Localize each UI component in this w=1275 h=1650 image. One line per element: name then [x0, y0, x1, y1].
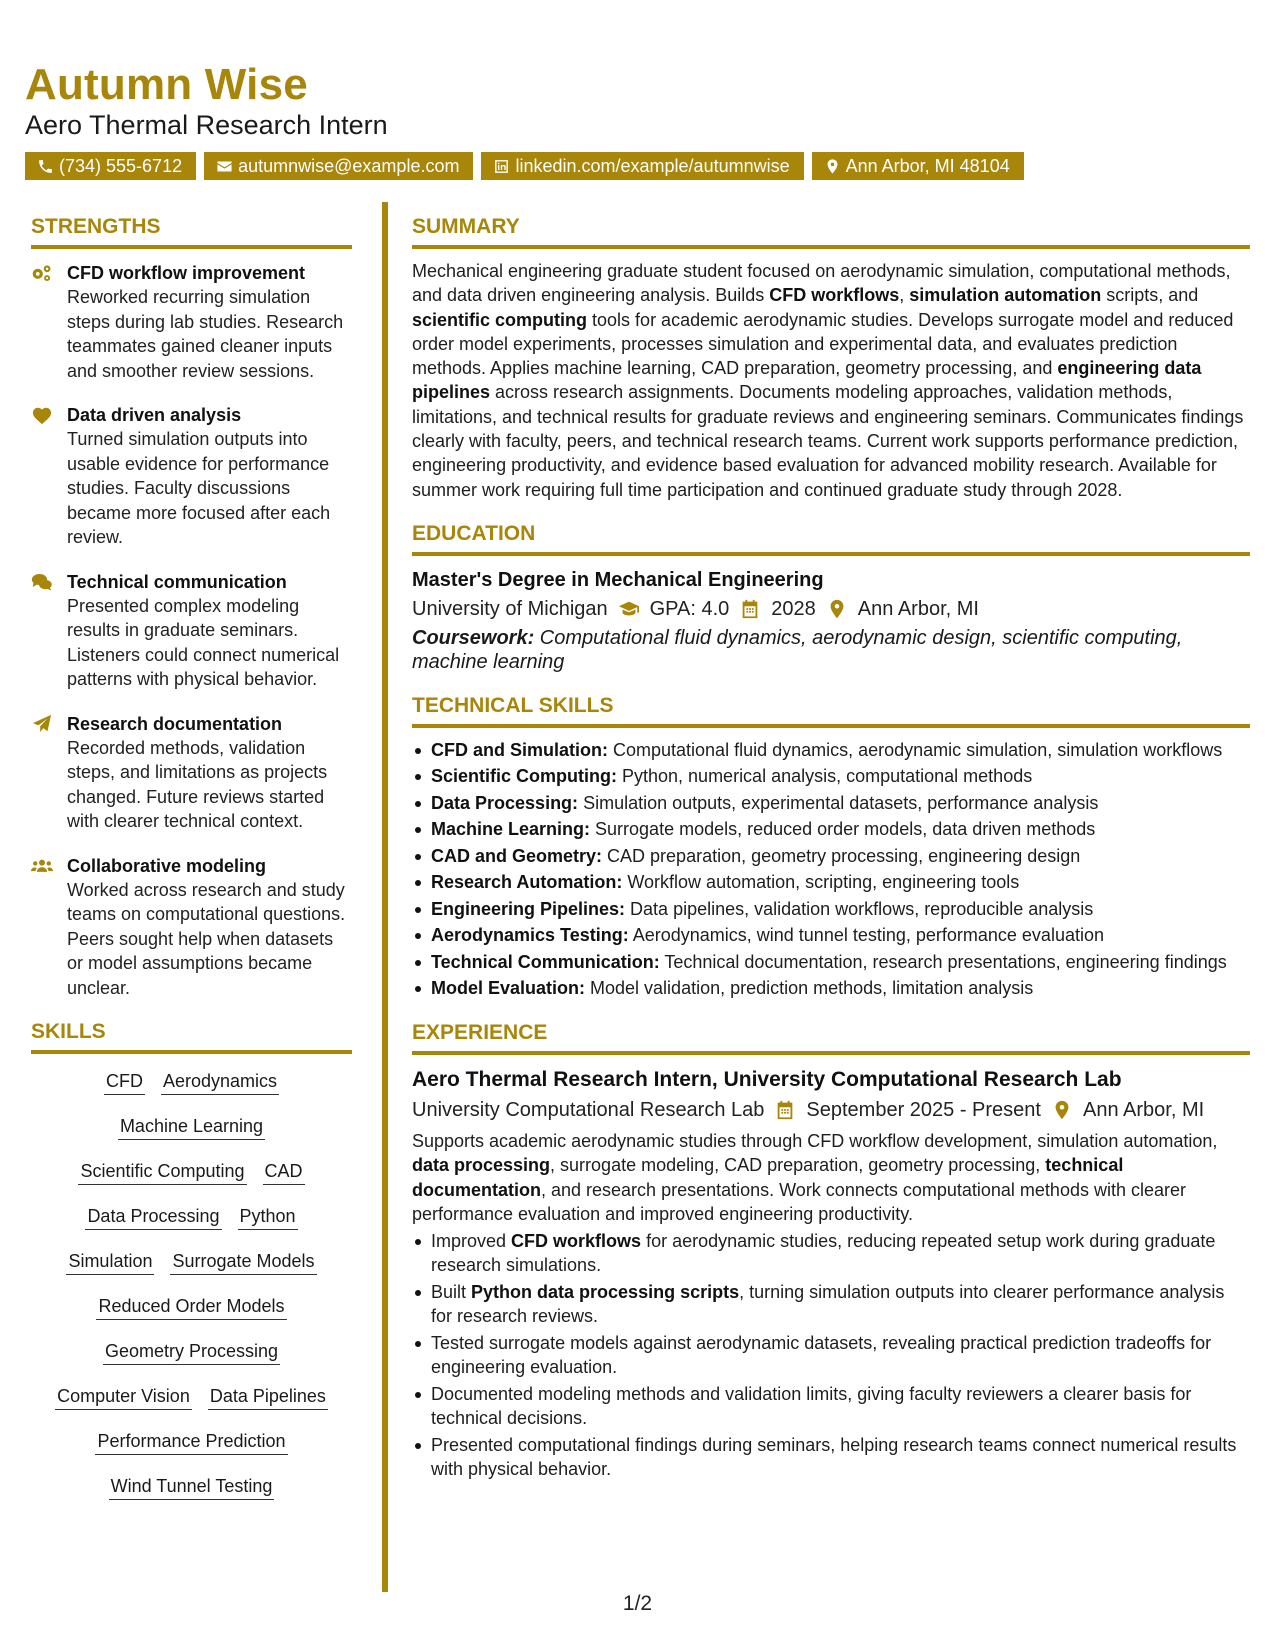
job-org: University Computational Research Lab: [412, 1098, 765, 1121]
skill-text: Surrogate models, reduced order models, data driven methods: [590, 819, 1096, 840]
coursework-text: Computational fluid dynamics, aerodynamic design, scientific computing, machine learning: [412, 626, 1183, 673]
education-location: Ann Arbor, MI: [857, 597, 979, 620]
skill-tag: Data Processing: [85, 1205, 221, 1230]
skill-tag: Geometry Processing: [103, 1340, 280, 1365]
strength-item: [31, 261, 352, 383]
job-description: [412, 1129, 1250, 1227]
emphasis-text: technical documentation: [412, 1155, 1124, 1200]
text-segment: Documented modeling methods and validation limits, giving faculty reviewers a clearer basis for technical decisions.: [431, 1383, 1192, 1429]
left-column: [31, 215, 352, 1520]
skill-tag: Aerodynamics: [161, 1070, 279, 1095]
list-item: [412, 1229, 1250, 1278]
contact-email-text: autumnwise@example.com: [238, 156, 460, 176]
strength-title: Technical communication: [67, 571, 287, 592]
skill-text: Model validation, prediction methods, limitation analysis: [585, 978, 1034, 999]
linkedin-icon: [493, 158, 510, 175]
skill-text: Aerodynamics, wind tunnel testing, performance evaluation: [628, 925, 1104, 946]
skill-tag: Surrogate Models: [170, 1250, 316, 1275]
text-segment: Tested surrogate models against aerodynamic datasets, revealing practical prediction tradeoffs for engineering evaluation.: [431, 1332, 1212, 1378]
technical-skills-heading: TECHNICAL SKILLS: [412, 694, 1250, 728]
skill-text: Python, numerical analysis, computational methods: [617, 766, 1033, 787]
experience-heading: EXPERIENCE: [412, 1021, 1250, 1055]
skill-tag: CAD: [263, 1160, 305, 1185]
emphasis-text: CFD workflows: [769, 285, 900, 306]
degree: Master's Degree in Mechanical Engineering: [412, 568, 824, 591]
summary-text: [412, 259, 1250, 502]
contact-location[interactable]: [812, 152, 1024, 180]
comments-icon: [31, 572, 53, 592]
emphasis-text: scientific computing: [412, 309, 588, 330]
skill-tag: CFD: [104, 1070, 145, 1095]
text-segment: for aerodynamic studies, reducing repeated setup work during graduate research simulations.: [431, 1230, 1216, 1276]
strength-title: Research documentation: [67, 713, 283, 734]
technical-skills-list: [412, 738, 1250, 1001]
strength-desc: Presented complex modeling results in graduate seminars. Listeners could connect numerical patterns with physical behavior.: [67, 595, 340, 689]
technical-skills-section: [412, 694, 1250, 1001]
skill-label: Engineering Pipelines:: [431, 898, 626, 919]
strength-title: CFD workflow improvement: [67, 263, 306, 283]
strength-item: [31, 403, 352, 550]
job-dates: September 2025 - Present: [806, 1098, 1041, 1121]
users-icon: [31, 856, 53, 876]
contact-phone-text: (734) 555-6712: [59, 156, 183, 176]
contact-bar: [25, 152, 1024, 180]
education-heading: EDUCATION: [412, 522, 1250, 556]
map-pin-icon: [826, 598, 848, 620]
coursework-label: Coursework:: [412, 626, 535, 649]
right-column: [412, 215, 1250, 1502]
summary-section: [412, 215, 1250, 502]
text-segment: Improved: [431, 1230, 512, 1251]
skills-heading: SKILLS: [31, 1020, 352, 1054]
strength-desc: Turned simulation outputs into usable evidence for performance studies. Faculty discussions became more focused after each review.: [67, 429, 331, 547]
skill-label: Data Processing:: [431, 792, 579, 813]
text-segment: Supports academic aerodynamic studies through CFD workflow development, simulation automation,: [412, 1130, 1218, 1151]
text-segment: ,: [899, 285, 910, 306]
skill-text: Computational fluid dynamics, aerodynamic simulation, simulation workflows: [608, 739, 1223, 760]
calendar-icon: [774, 1099, 796, 1121]
experience-section: [412, 1021, 1250, 1482]
candidate-title: Aero Thermal Research Intern: [25, 110, 388, 140]
skill-label: Scientific Computing:: [431, 766, 617, 787]
skill-tag: Machine Learning: [118, 1115, 265, 1140]
text-segment: tools for academic aerodynamic studies. Develops surrogate model and reduced order model experiments, processes simulation and experimental data, and evaluates prediction methods. Applies machine learning, CAD preparation, geometry processing, and: [412, 309, 1234, 379]
list-item: [412, 817, 1250, 842]
text-segment: Presented computational findings during seminars, helping research teams connect numerical results with physical behavior.: [431, 1434, 1237, 1480]
map-pin-icon: [824, 158, 841, 175]
emphasis-text: data processing: [412, 1155, 551, 1176]
list-item: [412, 950, 1250, 975]
strength-title: Collaborative modeling: [67, 855, 267, 876]
contact-location-text: Ann Arbor, MI 48104: [845, 156, 1010, 176]
contact-email[interactable]: [204, 152, 473, 180]
skill-label: Aerodynamics Testing:: [431, 925, 629, 946]
skill-text: Technical documentation, research presentations, engineering findings: [659, 951, 1227, 972]
list-item: [412, 791, 1250, 816]
map-pin-icon: [1051, 1099, 1073, 1121]
skill-tag: Simulation: [66, 1250, 154, 1275]
page-number: 1/2: [622, 1592, 653, 1615]
list-item: [412, 738, 1250, 763]
list-item: [412, 844, 1250, 869]
strength-desc: Reworked recurring simulation steps during lab studies. Research teammates gained cleaner inputs and smoother review sessions.: [67, 287, 344, 381]
list-item: [412, 764, 1250, 789]
skill-text: Data pipelines, validation workflows, reproducible analysis: [625, 898, 1094, 919]
list-item: [412, 870, 1250, 895]
list-item: [412, 1331, 1250, 1380]
list-item: [412, 1433, 1250, 1482]
job-title: Aero Thermal Research Intern, University Computational Research Lab: [412, 1067, 1122, 1091]
summary-heading: SUMMARY: [412, 215, 1250, 249]
graduation-year: 2028: [771, 597, 816, 620]
skill-label: Machine Learning:: [431, 819, 591, 840]
list-item: [412, 976, 1250, 1001]
heart-icon: [31, 405, 53, 425]
text-segment: , surrogate modeling, CAD preparation, geometry processing,: [550, 1155, 1046, 1176]
strength-item: [31, 854, 352, 1001]
envelope-icon: [216, 158, 233, 175]
text-segment: across research assignments. Documents modeling approaches, validation methods, limitations, and technical results for graduate reviews and engineering seminars. Communicates findings clearly with faculty, peers, and technical research teams. Current work supports performance prediction, engineering productivity, and evidence based evaluation for advanced mobility research. Available for summer work requiring full time participation and continued graduate study through 2028.: [412, 382, 1244, 500]
skill-tag: Performance Prediction: [95, 1430, 287, 1455]
contact-linkedin-text: linkedin.com/example/autumnwise: [515, 156, 790, 176]
skill-tag: Python: [238, 1205, 298, 1230]
text-segment: , and research presentations. Work connects computational methods with clearer performance evaluation and improved engineering productivity.: [412, 1179, 1186, 1225]
coursework: [412, 626, 1250, 674]
strength-desc: Worked across research and study teams on computational questions. Peers sought help when datasets or model assumptions became unclear.: [67, 879, 346, 998]
strengths-heading: STRENGTHS: [31, 215, 352, 249]
list-item: [412, 897, 1250, 922]
column-divider: [382, 202, 388, 1592]
text-segment: , turning simulation outputs into clearer performance analysis for research reviews.: [431, 1281, 1225, 1327]
gpa: GPA: 4.0: [649, 597, 730, 620]
skill-tag: Scientific Computing: [78, 1160, 246, 1185]
job-meta: [412, 1095, 1250, 1125]
education-meta: [412, 594, 1250, 624]
skill-text: Simulation outputs, experimental datasets, performance analysis: [578, 792, 1099, 813]
skill-label: Research Automation:: [431, 872, 623, 893]
calendar-icon: [739, 598, 761, 620]
skill-label: Model Evaluation:: [431, 978, 586, 999]
strength-title: Data driven analysis: [67, 405, 242, 425]
graduation-cap-icon: [618, 598, 640, 620]
phone-icon: [37, 158, 54, 175]
text-segment: Mechanical engineering graduate student focused on aerodynamic simulation, computational methods, and data driven engineering analysis. Builds: [412, 261, 1231, 306]
skill-tag: Data Pipelines: [208, 1385, 328, 1410]
skill-label: CAD and Geometry:: [431, 845, 603, 866]
school: University of Michigan: [412, 597, 608, 620]
contact-linkedin[interactable]: [481, 152, 803, 180]
emphasis-text: simulation automation: [909, 285, 1102, 306]
gears-icon: [31, 263, 53, 283]
skill-label: Technical Communication:: [431, 951, 660, 972]
strength-desc: Recorded methods, validation steps, and limitations as projects changed. Future reviews started with clearer technical context.: [67, 737, 328, 831]
education-section: [412, 522, 1250, 674]
skills-section: [31, 1020, 352, 1500]
strength-item: [31, 570, 352, 692]
job-location: Ann Arbor, MI: [1083, 1098, 1205, 1121]
paper-plane-icon: [31, 714, 53, 734]
emphasis-text: engineering data pipelines: [412, 358, 1202, 403]
emphasis-text: Python data processing scripts: [471, 1281, 740, 1302]
text-segment: Built: [431, 1281, 472, 1302]
list-item: [412, 1280, 1250, 1329]
list-item: [412, 923, 1250, 948]
skill-tag: Wind Tunnel Testing: [109, 1475, 275, 1500]
candidate-name: Autumn Wise: [25, 60, 308, 109]
skill-text: Workflow automation, scripting, engineering tools: [622, 872, 1020, 893]
skill-tag: Computer Vision: [55, 1385, 192, 1410]
emphasis-text: CFD workflows: [511, 1230, 642, 1251]
skill-label: CFD and Simulation:: [431, 739, 608, 760]
contact-phone[interactable]: [25, 152, 196, 180]
text-segment: scripts, and: [1101, 285, 1199, 306]
skill-tag: Reduced Order Models: [96, 1295, 286, 1320]
list-item: [412, 1382, 1250, 1431]
skill-text: CAD preparation, geometry processing, engineering design: [602, 845, 1081, 866]
job-bullets: [412, 1229, 1250, 1482]
strength-item: [31, 712, 352, 834]
